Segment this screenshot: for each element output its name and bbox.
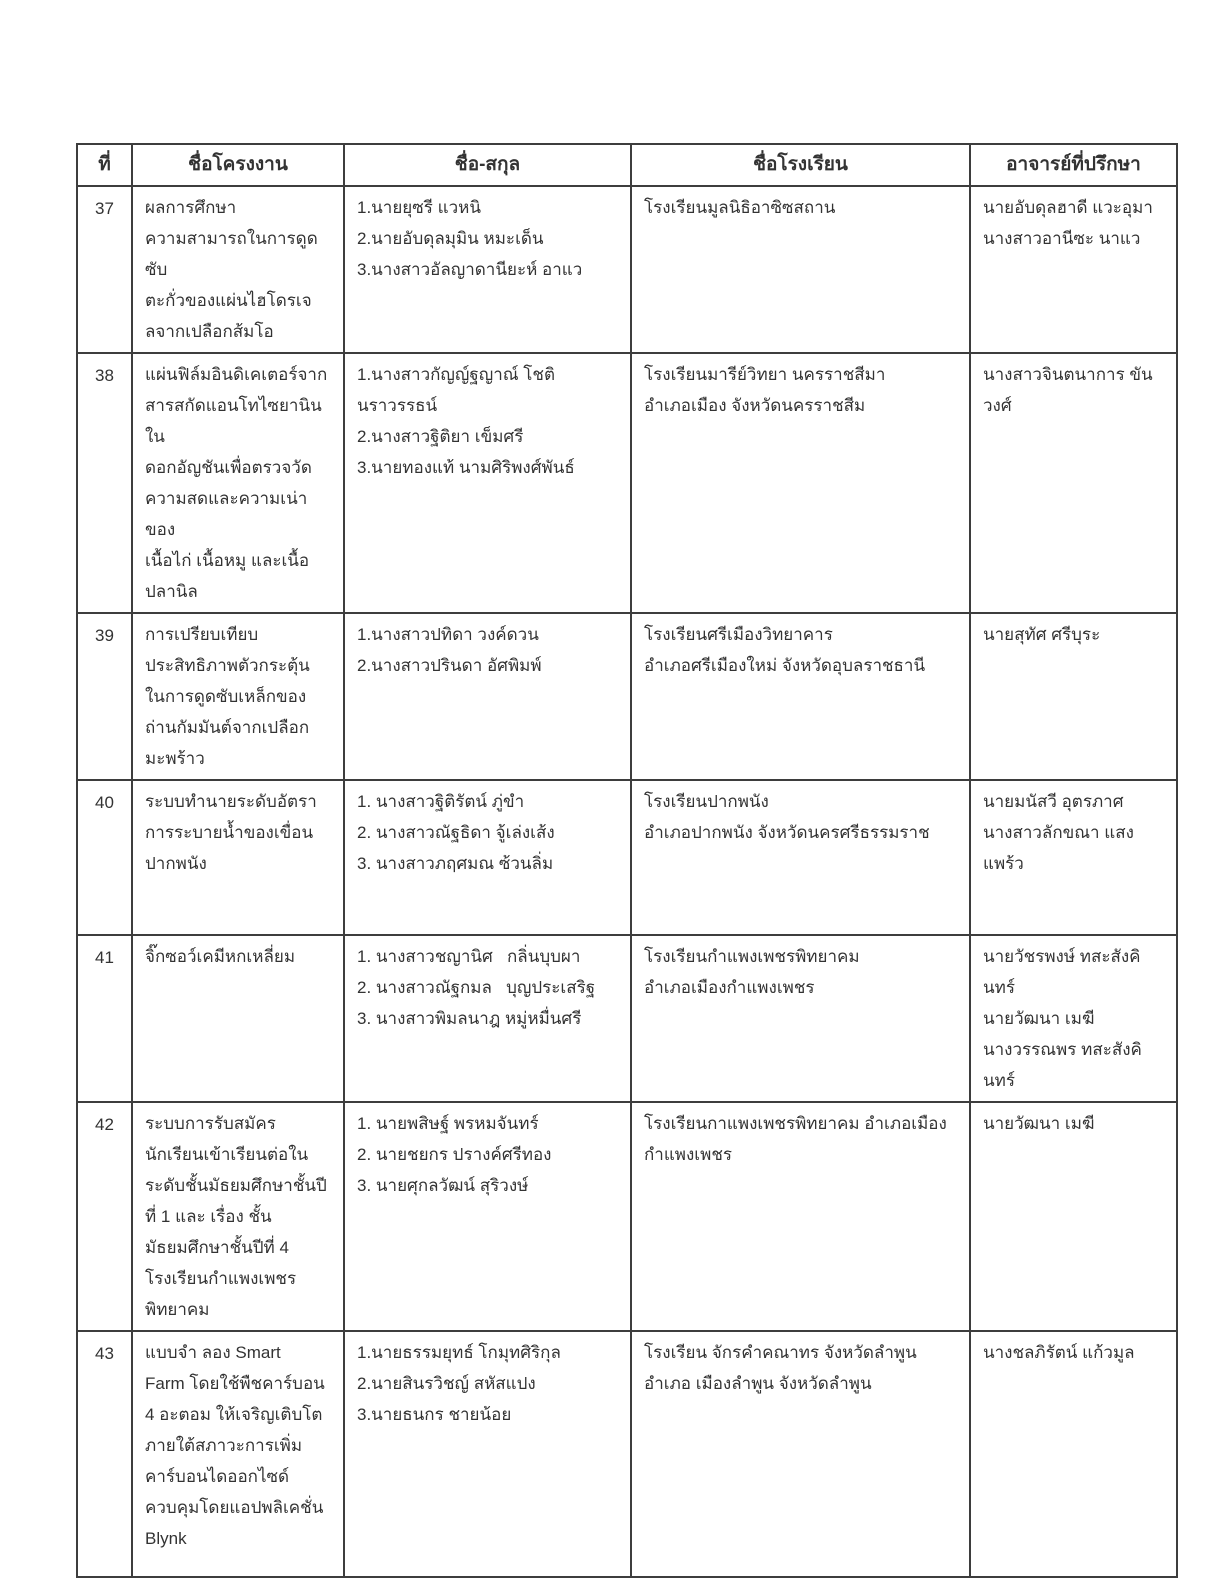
text-line: ปลานิล (145, 582, 198, 601)
text-line: โรงเรียนมูลนิธิอาซิซสถาน (644, 198, 836, 217)
text-line: อำเภอ เมืองลำพูน จังหวัดลำพูน (644, 1374, 872, 1393)
project-cell (132, 186, 344, 353)
names-cell (344, 1331, 631, 1577)
text-line: ดอกอัญชันเพื่อตรวจวัด (145, 458, 312, 477)
text-line: สารสกัดแอนโทไซยานินใน (145, 396, 322, 446)
text-line: 2.นางสาวปรินดา อัศพิมพ์ (357, 656, 542, 675)
text-line: 3.นายธนกร ชายน้อย (357, 1405, 512, 1424)
text-line: อำเภอปากพนัง จังหวัดนครศรีธรรมราช (644, 823, 930, 842)
text-line: อำเภอศรีเมืองใหม่ จังหวัดอุบลราชธานี (644, 656, 926, 675)
text-line: ผลการศึกษา (145, 198, 237, 217)
text-line: Farm โดยใช้พืชคาร์บอน (145, 1374, 325, 1393)
table-row (77, 935, 1177, 1102)
text-line: นราวรรธน์ (357, 396, 438, 415)
text-line: ระบบทำนายระดับอัตรา (145, 792, 317, 811)
document-page (76, 143, 1178, 1578)
text-line: โรงเรียนปากพนัง (644, 792, 769, 811)
names-cell (344, 780, 631, 935)
school-cell (631, 1331, 970, 1577)
table-row (77, 186, 1177, 353)
text-line: โรงเรียนศรีเมืองวิทยาคาร (644, 625, 833, 644)
names-cell (344, 935, 631, 1102)
header-row (77, 144, 1177, 186)
column-header: อาจารย์ที่ปรึกษา (970, 144, 1177, 186)
text-line: 1.นายธรรมยุทธ์ โกมุทศิริกุล (357, 1343, 561, 1362)
text-line: อำเภอเมืองกำแพงเพชร (644, 978, 815, 997)
text-line: ความสดและความเน่าของ (145, 489, 308, 539)
no-cell: 40 (77, 780, 132, 935)
text-line: แบบจำ ลอง Smart (145, 1343, 281, 1362)
project-cell (132, 780, 344, 935)
text-line: พิทยาคม (145, 1300, 210, 1319)
school-cell (631, 353, 970, 613)
text-line: 1. นายพสิษฐ์ พรหมจันทร์ (357, 1114, 539, 1133)
table-body (77, 186, 1177, 1577)
text-line: การเปรียบเทียบ (145, 625, 259, 644)
text-line: นายอับดุลฮาดี แวะอุมา (983, 198, 1153, 217)
text-line: 2. นายชยกร ปรางค์ศรีทอง (357, 1145, 552, 1164)
table-header (77, 144, 1177, 186)
text-line: 2.นายอับดุลมุมิน หมะเด็น (357, 229, 544, 248)
text-line: 1.นางสาวกัญญ์ฐญาณ์ โชติ (357, 365, 555, 384)
text-line: 3.นางสาวอัลญาดานียะห์ อาแว (357, 260, 583, 279)
text-line: มัธยมศึกษาชั้นปีที่ 4 (145, 1238, 289, 1257)
text-line: 1.นางสาวปทิดา วงค์ดวน (357, 625, 539, 644)
text-line: การระบายน้ำของเขื่อน (145, 823, 314, 842)
advisors-cell (970, 353, 1177, 613)
no-cell: 37 (77, 186, 132, 353)
text-line: ตะกั่วของแผ่นไฮโดรเจ (145, 291, 312, 310)
text-line: มะพร้าว (145, 749, 205, 768)
text-line: นายวัฒนา เมฆี (983, 1009, 1095, 1028)
text-line: 3. นางสาวพิมลนาฎ หมู่หมื่นศรี (357, 1009, 582, 1028)
text-line: นายวัชรพงษ์ ทสะสังคินทร์ (983, 947, 1141, 997)
text-line: 1. นางสาวฐิติรัตน์ ภู่ขำ (357, 792, 525, 811)
table-row (77, 1102, 1177, 1331)
text-line: แผ่นฟิล์มอินดิเคเตอร์จาก (145, 365, 328, 384)
text-line: 4 อะตอม ให้เจริญเติบโต (145, 1405, 323, 1424)
text-line: ภายใต้สภาวะการเพิ่ม (145, 1436, 303, 1455)
advisors-cell (970, 780, 1177, 935)
text-line: นางชลภิรัตน์ แก้วมูล (983, 1343, 1135, 1362)
text-line: โรงเรียน จักรคำคณาทร จังหวัดลำพูน (644, 1343, 917, 1362)
text-line: นางสาวอานีซะ นาแว (983, 229, 1141, 248)
text-line: ระบบการรับสมัคร (145, 1114, 276, 1133)
column-header: ชื่อโรงเรียน (631, 144, 970, 186)
text-line: 3.นายทองแท้ นามศิริพงศ์พันธ์ (357, 458, 575, 477)
text-line: นายสุทัศ ศรีบุระ (983, 625, 1101, 644)
no-cell: 39 (77, 613, 132, 780)
text-line: กำแพงเพชร (644, 1145, 732, 1164)
text-line: โรงเรียนมารีย์วิทยา นครราชสีมา (644, 365, 886, 384)
text-line: ลจากเปลือกส้มโอ (145, 322, 274, 341)
column-header: ชื่อ-สกุล (344, 144, 631, 186)
school-cell (631, 613, 970, 780)
no-cell: 38 (77, 353, 132, 613)
column-header: ที่ (77, 144, 132, 186)
advisors-cell (970, 935, 1177, 1102)
text-line: เนื้อไก่ เนื้อหมู และเนื้อ (145, 551, 310, 570)
text-line: ปากพนัง (145, 854, 207, 873)
table-row (77, 1331, 1177, 1577)
text-line: 2.นางสาวฐิติยา เข็มศรี (357, 427, 524, 446)
no-cell: 42 (77, 1102, 132, 1331)
project-cell (132, 1102, 344, 1331)
names-cell (344, 186, 631, 353)
school-cell (631, 935, 970, 1102)
text-line: โรงเรียนกำแพงเพชรพิทยาคม (644, 947, 860, 966)
names-cell (344, 613, 631, 780)
school-cell (631, 780, 970, 935)
column-header: ชื่อโครงงาน (132, 144, 344, 186)
no-cell: 41 (77, 935, 132, 1102)
project-cell (132, 613, 344, 780)
text-line: นายมนัสวี อุตรภาศ (983, 792, 1124, 811)
text-line: จิ๊กซอว์เคมีหกเหลี่ยม (145, 947, 296, 966)
table-row (77, 353, 1177, 613)
projects-table (76, 143, 1178, 1578)
text-line: ที่ 1 และ เรื่อง ชั้น (145, 1207, 272, 1226)
project-cell (132, 935, 344, 1102)
table-row (77, 613, 1177, 780)
text-line: โรงเรียนกาแพงเพชรพิทยาคม อำเภอเมือง (644, 1114, 947, 1133)
text-line: อำเภอเมือง จังหวัดนครราชสีม (644, 396, 866, 415)
text-line: นางสาวจินตนาการ ขันวงศ์ (983, 365, 1153, 415)
no-cell: 43 (77, 1331, 132, 1577)
text-line: 2.นายสินรวิชญ์ สหัสแปง (357, 1374, 536, 1393)
text-line: 1. นางสาวชญานิศ กลิ่นบุบผา (357, 947, 581, 966)
text-line: ถ่านกัมมันต์จากเปลือก (145, 718, 310, 737)
text-line: 3. นายศุกลวัฒน์ สุริวงษ์ (357, 1176, 529, 1195)
advisors-cell (970, 1102, 1177, 1331)
text-line: Blynk (145, 1529, 187, 1548)
school-cell (631, 186, 970, 353)
text-line: คาร์บอนไดออกไซด์ (145, 1467, 290, 1486)
advisors-cell (970, 186, 1177, 353)
text-line: ในการดูดซับเหล็กของ (145, 687, 307, 706)
project-cell (132, 1331, 344, 1577)
text-line: ควบคุมโดยแอปพลิเคชั่น (145, 1498, 324, 1517)
school-cell (631, 1102, 970, 1331)
text-line: ความสามารถในการดูดซับ (145, 229, 318, 279)
text-line: นักเรียนเข้าเรียนต่อใน (145, 1145, 309, 1164)
names-cell (344, 353, 631, 613)
text-line: 2. นางสาวณัฐกมล บุญประเสริฐ (357, 978, 596, 997)
text-line: ประสิทธิภาพตัวกระตุ้น (145, 656, 310, 675)
names-cell (344, 1102, 631, 1331)
table-row (77, 780, 1177, 935)
advisors-cell (970, 613, 1177, 780)
text-line: โรงเรียนกำแพงเพชร (145, 1269, 297, 1288)
text-line: ระดับชั้นมัธยมศึกษาชั้นปี (145, 1176, 327, 1195)
text-line: นายวัฒนา เมฆี (983, 1114, 1095, 1133)
project-cell (132, 353, 344, 613)
text-line: 1.นายยุซรี แวหนิ (357, 198, 481, 217)
text-line: 3. นางสาวภฤศมณ ซ้วนลิ่ม (357, 854, 554, 873)
text-line: นางวรรณพร ทสะสังคินทร์ (983, 1040, 1142, 1090)
advisors-cell (970, 1331, 1177, 1577)
text-line: นางสาวลักขณา แสงแพร้ว (983, 823, 1134, 873)
text-line: 2. นางสาวณัฐธิดา จู้เล่งเส้ง (357, 823, 555, 842)
